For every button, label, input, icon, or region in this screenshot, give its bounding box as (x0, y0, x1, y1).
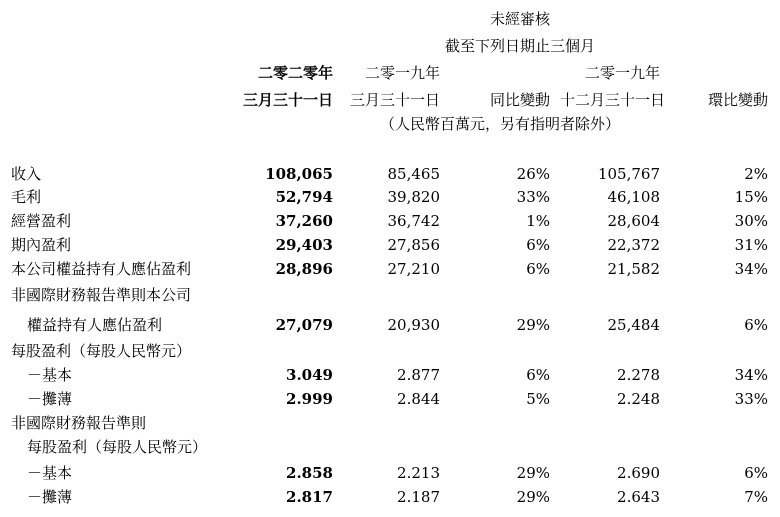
cell-prior-quarter: 2.690 (617, 464, 660, 482)
col2-header-line1: 二零一九年 (364, 64, 440, 82)
cell-prior-quarter: 21,582 (607, 260, 660, 278)
cell-yoy-change: 6% (526, 260, 550, 278)
row-label: 非國際財務報告準則 (11, 414, 147, 432)
row-label: －基本 (27, 366, 73, 384)
cell-prior-year: 20,930 (387, 316, 440, 334)
cell-prior-quarter: 46,108 (607, 188, 660, 206)
row-label: －攤薄 (27, 390, 73, 408)
cell-yoy-change: 1% (526, 212, 550, 230)
row-label: －攤薄 (27, 488, 73, 506)
col1-header-line2: 三月三十一日 (242, 91, 333, 109)
cell-prior-year: 2.213 (397, 464, 440, 482)
unit-note: （人民幣百萬元，另有指明者除外） (380, 115, 621, 133)
cell-prior-quarter: 2.643 (617, 488, 660, 506)
row-label: 權益持有人應佔盈利 (27, 316, 163, 334)
cell-prior-quarter: 25,484 (607, 316, 660, 334)
cell-current: 29,403 (275, 236, 333, 254)
cell-yoy-change: 6% (526, 366, 550, 384)
cell-qoq-change: 34% (734, 260, 768, 278)
unaudited-heading: 未經審核 (489, 10, 550, 28)
cell-prior-quarter: 2.248 (617, 390, 660, 408)
cell-current: 2.999 (286, 390, 333, 408)
cell-yoy-change: 29% (516, 464, 550, 482)
row-label: 收入 (11, 165, 42, 183)
cell-prior-year: 2.844 (397, 390, 440, 408)
cell-qoq-change: 31% (734, 236, 768, 254)
cell-qoq-change: 34% (734, 366, 768, 384)
cell-current: 2.858 (286, 464, 333, 482)
cell-qoq-change: 30% (734, 212, 768, 230)
cell-prior-quarter: 28,604 (607, 212, 660, 230)
cell-yoy-change: 26% (516, 165, 550, 183)
cell-prior-quarter: 2.278 (617, 366, 660, 384)
cell-prior-year: 85,465 (387, 165, 440, 183)
cell-prior-year: 36,742 (387, 212, 440, 230)
row-label: 經營盈利 (11, 212, 72, 230)
cell-yoy-change: 33% (516, 188, 550, 206)
row-label: 非國際財務報告準則本公司 (11, 286, 192, 304)
col3-header: 同比變動 (489, 91, 550, 109)
cell-current: 28,896 (275, 260, 333, 278)
cell-current: 27,079 (275, 316, 333, 334)
cell-qoq-change: 7% (744, 488, 768, 506)
cell-current: 37,260 (275, 212, 333, 230)
cell-current: 2.817 (286, 488, 333, 506)
period-heading: 截至下列日期止三個月 (444, 37, 595, 55)
cell-prior-quarter: 22,372 (607, 236, 660, 254)
row-label: －基本 (27, 464, 73, 482)
cell-current: 108,065 (265, 165, 333, 183)
row-label: 每股盈利（每股人民幣元） (27, 438, 208, 456)
row-label: 期內盈利 (11, 236, 72, 254)
cell-qoq-change: 15% (734, 188, 768, 206)
cell-prior-year: 2.187 (397, 488, 440, 506)
cell-yoy-change: 5% (526, 390, 550, 408)
cell-prior-year: 27,210 (387, 260, 440, 278)
cell-qoq-change: 6% (744, 464, 768, 482)
cell-current: 3.049 (286, 366, 333, 384)
cell-prior-year: 2.877 (397, 366, 440, 384)
cell-current: 52,794 (275, 188, 333, 206)
col2-header-line2: 三月三十一日 (349, 91, 440, 109)
col1-header-line1: 二零二零年 (257, 64, 333, 82)
cell-qoq-change: 33% (734, 390, 768, 408)
cell-yoy-change: 29% (516, 316, 550, 334)
col4-header-line2: 十二月三十一日 (559, 91, 665, 109)
col5-header: 環比變動 (707, 91, 768, 109)
cell-yoy-change: 6% (526, 236, 550, 254)
cell-prior-year: 27,856 (387, 236, 440, 254)
col4-header-line1: 二零一九年 (584, 64, 660, 82)
cell-yoy-change: 29% (516, 488, 550, 506)
row-label: 毛利 (11, 188, 42, 206)
row-label: 本公司權益持有人應佔盈利 (11, 260, 192, 278)
cell-qoq-change: 2% (744, 165, 768, 183)
cell-prior-year: 39,820 (387, 188, 440, 206)
row-label: 每股盈利（每股人民幣元） (11, 342, 192, 360)
cell-qoq-change: 6% (744, 316, 768, 334)
cell-prior-quarter: 105,767 (597, 165, 660, 183)
